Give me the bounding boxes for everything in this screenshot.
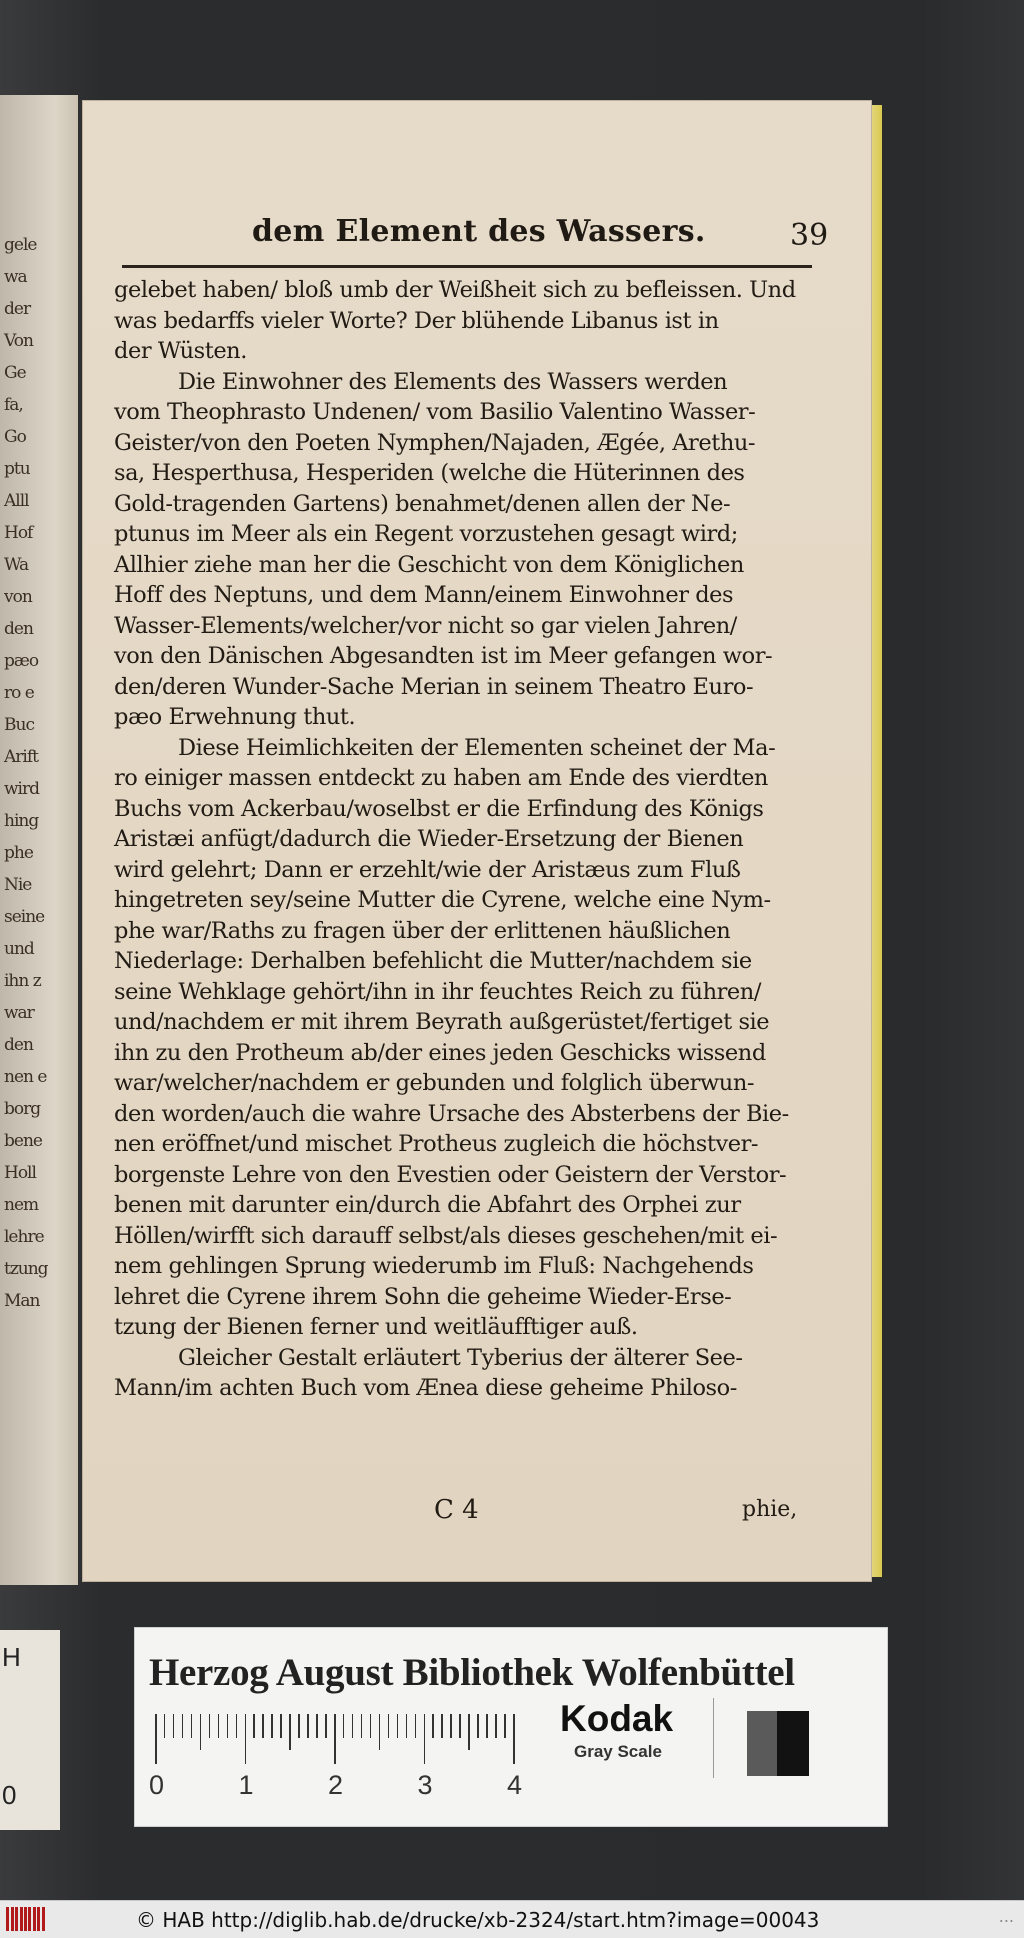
facing-page-text: Ge [4, 363, 26, 383]
facing-card-fragment [0, 1630, 60, 1830]
gray-scale-label: Gray Scale [574, 1742, 662, 1761]
facing-page-text: Buc [4, 715, 34, 735]
text-line: Buchs vom Ackerbau/woselbst er die Erfindung des Königs [114, 795, 764, 822]
facing-page-text: phe [4, 843, 33, 863]
facing-page-fragment [0, 95, 78, 1585]
page-footer [82, 1495, 872, 1535]
ruler-tick [218, 1714, 220, 1738]
text-line: Hoff des Neptuns, und dem Mann/einem Einwohner des [114, 582, 734, 608]
text-line: Allhier ziehe man her die Geschicht von dem Königlichen [114, 551, 744, 578]
ruler-tick [253, 1714, 255, 1738]
ruler-tick [245, 1714, 247, 1764]
ruler-number: 4 [507, 1770, 523, 1800]
hab-logo-icon [6, 1907, 46, 1931]
text-line: borgenste Lehre von den Evestien oder Geistern der Verstor- [114, 1161, 787, 1188]
facing-page-text: gele [4, 235, 37, 255]
ruler-tick [495, 1714, 497, 1738]
text-line: Mann/im achten Buch vom Ænea diese geheime Philoso- [114, 1375, 737, 1401]
ruler-tick [513, 1714, 515, 1764]
ruler-number: 2 [328, 1770, 344, 1800]
facing-page-text: tzung [4, 1259, 48, 1279]
ruler-tick [370, 1714, 372, 1738]
ruler-number: 3 [417, 1770, 433, 1800]
text-line: ihn zu den Protheum ab/der eines jeden Geschicks wissend [114, 1039, 766, 1066]
ruler-tick [289, 1714, 291, 1750]
facing-page-text: ro e [4, 683, 34, 703]
status-bar [0, 1900, 1024, 1938]
library-name: Herzog August Bibliothek Wolfenbüttel [149, 1651, 795, 1694]
body-text [114, 275, 824, 1404]
text-line: Aristæi anfügt/dadurch die Wieder-Ersetzung der Bienen [114, 826, 744, 852]
facing-page-text: hing [4, 811, 39, 831]
text-line: war/welcher/nachdem er gebunden und folglich überwun- [114, 1070, 755, 1096]
facing-page-text: Go [4, 427, 26, 447]
ruler-tick [209, 1714, 211, 1738]
facing-page-text: nem [4, 1195, 39, 1215]
facing-page-text: Nie [4, 875, 32, 895]
ruler-tick [504, 1714, 506, 1738]
text-line: Höllen/wirfft sich darauff selbst/als dieses geschehen/mit ei- [114, 1222, 778, 1249]
text-line: Gold-tragenden Gartens) benahmet/denen allen der Ne- [114, 490, 731, 517]
facing-page-text: fa, [4, 395, 23, 415]
text-line: pæo Erwehnung thut. [114, 704, 356, 730]
signature-mark: C 4 [434, 1495, 479, 1525]
text-line: ptunus im Meer als ein Regent vorzustehen gesagt wird; [114, 521, 738, 547]
facing-page-text: Arift [4, 747, 38, 767]
facing-page-text: seine [4, 907, 45, 927]
facing-page-text: Man [4, 1291, 40, 1311]
ruler-tick [325, 1714, 327, 1738]
text-line: und/nachdem er mit ihrem Beyrath außgerüstet/fertiget sie [114, 1009, 770, 1035]
ruler-tick [280, 1714, 282, 1738]
ruler-tick [388, 1714, 390, 1738]
ruler-tick [361, 1714, 363, 1738]
running-head: dem Element des Wassers. [252, 214, 706, 249]
text-line: vom Theophrasto Undenen/ vom Basilio Valentino Wasser- [114, 399, 756, 425]
text-line: benen mit darunter ein/durch die Abfahrt des Orphei zur [114, 1192, 741, 1218]
gray-swatch [747, 1711, 777, 1776]
ruler-tick [486, 1714, 488, 1738]
ruler-tick [450, 1714, 452, 1738]
ruler-tick [397, 1714, 399, 1738]
text-line: phe war/Raths zu fragen über der erlittenen häußlichen [114, 917, 731, 944]
facing-page-text: den [4, 1035, 33, 1055]
ruler-tick [415, 1714, 417, 1738]
text-line: Diese Heimlichkeiten der Elementen scheinet der Ma- [178, 734, 776, 761]
book-page [82, 100, 872, 1582]
ruler-tick [343, 1714, 345, 1738]
ruler-tick [271, 1714, 273, 1738]
ruler-tick [307, 1714, 309, 1738]
facing-page-text: Wa [4, 555, 29, 575]
text-line: seine Wehklage gehört/ihn in ihr feuchtes Reich zu führen/ [114, 978, 761, 1005]
text-line: Die Einwohner des Elements des Wassers werden [178, 368, 728, 395]
text-line: sa, Hesperthusa, Hesperiden (welche die Hüterinnen des [114, 460, 745, 486]
facing-page-text: nen e [4, 1067, 47, 1087]
ruler-tick [262, 1714, 264, 1738]
card-divider [713, 1698, 714, 1778]
ruler-tick [155, 1714, 157, 1764]
more-icon[interactable]: ... [998, 1907, 1014, 1926]
text-line: der Wüsten. [114, 338, 247, 364]
text-line: Niederlage: Derhalben befehlicht die Mutter/nachdem sie [114, 948, 752, 974]
text-line: Gleicher Gestalt erläutert Tyberius der älterer See- [178, 1344, 743, 1371]
ruler-number: 0 [149, 1770, 165, 1800]
black-swatch [777, 1711, 809, 1776]
color-reference-card [134, 1627, 888, 1827]
text-line: nen eröffnet/und mischet Protheus zugleich die höchstver- [114, 1131, 759, 1157]
ruler-tick [191, 1714, 193, 1738]
page-edge [872, 105, 882, 1577]
source-url[interactable]: © HAB http://diglib.hab.de/drucke/xb-2324/start.htm?image=00043 [136, 1908, 820, 1932]
ruler-tick [298, 1714, 300, 1738]
ruler-tick [432, 1714, 434, 1738]
text-line: was bedarffs vieler Worte? Der blühende Libanus ist in [114, 307, 719, 334]
text-line: den/deren Wunder-Sache Merian in seinem Theatro Euro- [114, 673, 754, 700]
kodak-logo: Kodak [560, 1698, 674, 1739]
facing-page-text: den [4, 619, 33, 639]
ruler-tick [424, 1714, 426, 1764]
ruler-tick [406, 1714, 408, 1738]
ruler-tick [477, 1714, 479, 1738]
facing-page-text: Hof [4, 523, 33, 543]
ruler-tick [441, 1714, 443, 1738]
text-line: den worden/auch die wahre Ursache des Absterbens der Bie- [114, 1100, 789, 1127]
facing-card-number: 0 [2, 1780, 17, 1810]
facing-page-text: ptu [4, 459, 30, 479]
ruler-tick [379, 1714, 381, 1750]
ruler-tick [173, 1714, 175, 1738]
facing-page-text: und [4, 939, 34, 959]
facing-page-text: wird [4, 779, 39, 799]
facing-page-text: wa [4, 267, 27, 287]
ruler-tick [236, 1714, 238, 1738]
catchword: phie, [742, 1497, 798, 1522]
facing-page-text: Alll [4, 491, 29, 511]
text-line: nem gehlingen Sprung wiederumb im Fluß: Nachgehends [114, 1253, 754, 1279]
facing-page-text: bene [4, 1131, 42, 1151]
facing-page-text: lehre [4, 1227, 44, 1247]
text-line: von den Dänischen Abgesandten ist im Meer gefangen wor- [114, 643, 773, 669]
ruler-tick [316, 1714, 318, 1738]
ruler-tick [459, 1714, 461, 1738]
ruler-tick [227, 1714, 229, 1738]
facing-page-text: borg [4, 1099, 41, 1119]
text-line: wird gelehrt; Dann er erzehlt/wie der Aristæus zum Fluß [114, 856, 741, 883]
text-line: Geister/von den Poeten Nymphen/Najaden, Ægée, Arethu- [114, 429, 756, 456]
scale-ruler [149, 1714, 529, 1800]
facing-page-text: der [4, 299, 31, 319]
ruler-tick [334, 1714, 336, 1764]
ruler-tick [200, 1714, 202, 1750]
ruler-tick [352, 1714, 354, 1738]
ruler-number: 1 [238, 1770, 254, 1800]
facing-page-text: von [4, 587, 32, 607]
text-line: ro einiger massen entdeckt zu haben am Ende des vierdten [114, 765, 768, 791]
facing-card-letter: H [2, 1642, 21, 1672]
ruler-tick [164, 1714, 166, 1738]
facing-page-text: ihn z [4, 971, 41, 991]
text-line: Wasser-Elements/welcher/vor nicht so gar vielen Jahren/ [114, 612, 737, 639]
header-rule [122, 265, 812, 268]
facing-page-text: Von [4, 331, 33, 351]
text-line: gelebet haben/ bloß umb der Weißheit sich zu befleissen. Und [114, 277, 796, 303]
text-line: hingetreten sey/seine Mutter die Cyrene, welche eine Nym- [114, 887, 771, 913]
text-line: lehret die Cyrene ihrem Sohn die geheime Wieder-Erse- [114, 1283, 732, 1310]
text-line: tzung der Bienen ferner und weitläufftiger auß. [114, 1314, 638, 1340]
ruler-tick [182, 1714, 184, 1738]
facing-page-text: Holl [4, 1163, 36, 1183]
facing-page-text: war [4, 1003, 34, 1023]
page-number: 39 [790, 218, 829, 253]
page-header [82, 214, 872, 264]
ruler-tick [468, 1714, 470, 1750]
facing-page-text: pæo [4, 651, 39, 671]
